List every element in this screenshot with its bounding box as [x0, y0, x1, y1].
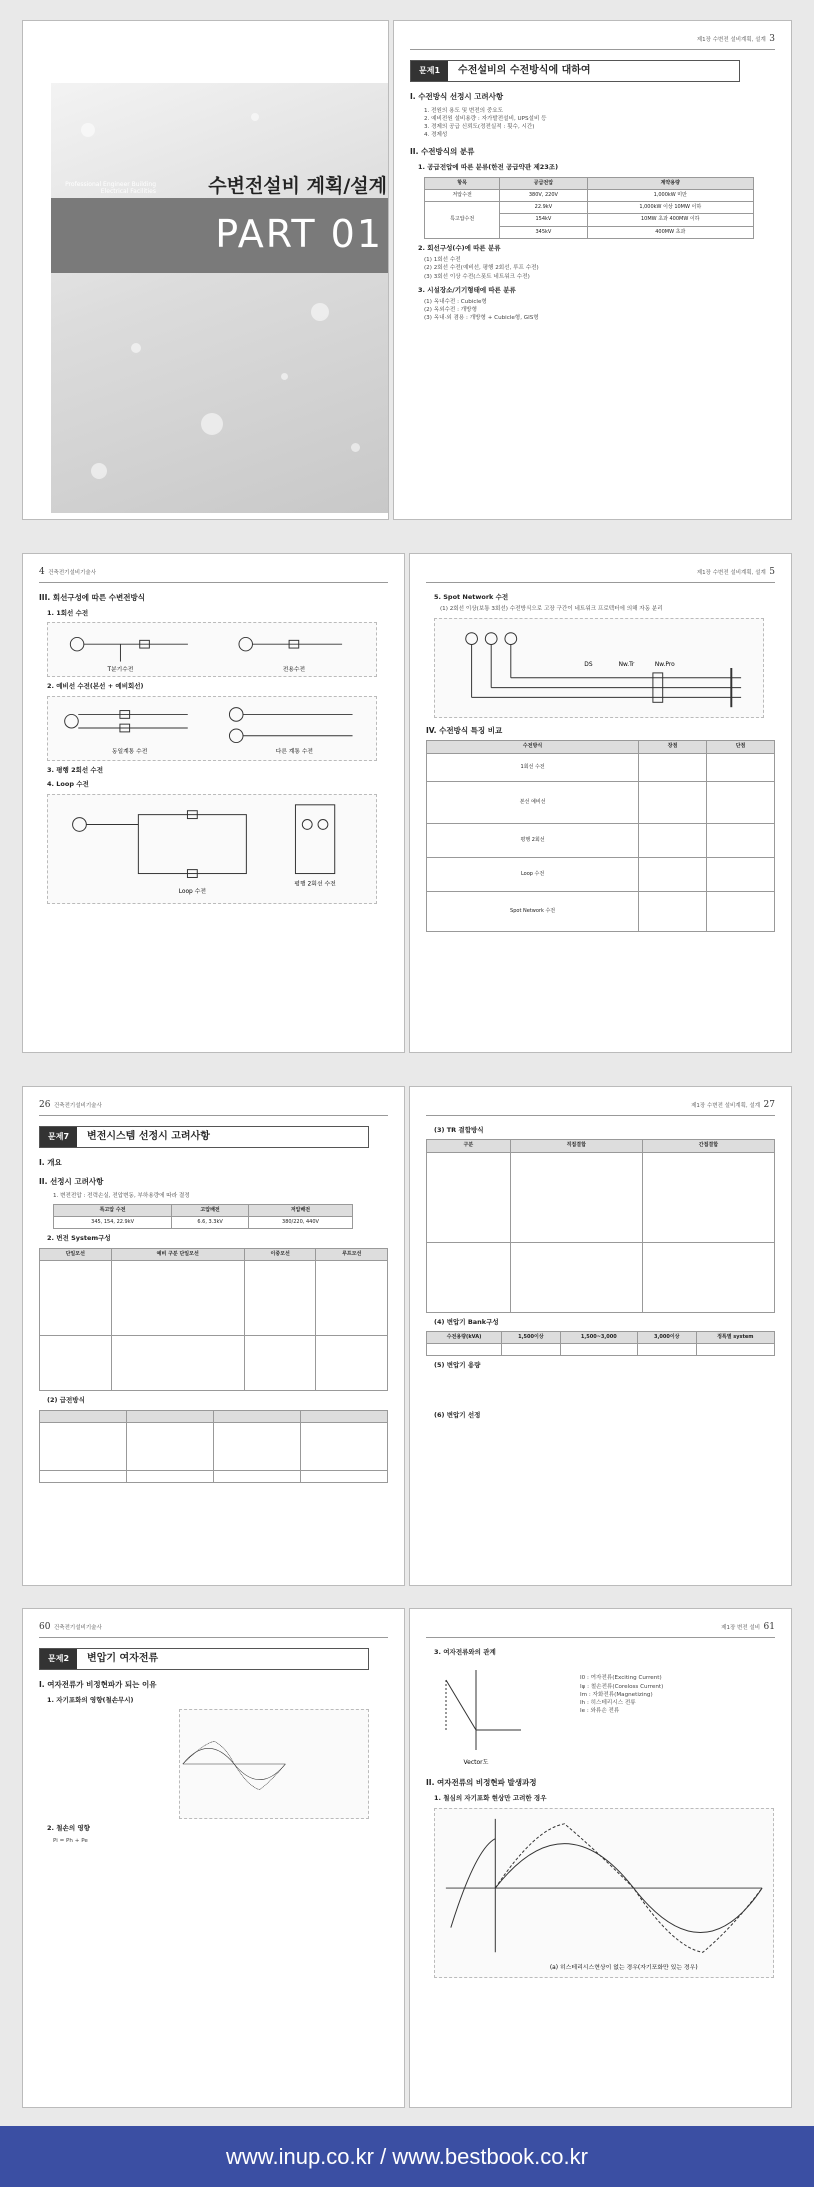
legend-item: Ie : 와류손 전류: [580, 1707, 620, 1714]
page-number: 3: [769, 34, 775, 44]
table-cell: 400MW 초과: [587, 226, 753, 238]
feed-table: [39, 1410, 388, 1483]
table-header: 3,000이상: [637, 1332, 696, 1344]
section-heading: I. 수전방식 선정시 고려사항: [410, 92, 504, 102]
subsection-heading: 1. 1회선 수전: [47, 608, 89, 617]
table-header: 정특별 system: [696, 1332, 774, 1344]
table-header: 수전방식: [427, 741, 639, 753]
subsection-heading: 3. 평행 2회선 수전: [47, 765, 103, 774]
running-header: 건축전기설비기술사: [53, 1625, 102, 1631]
subsection-heading: 3. 시설장소/기기형태에 따른 분류: [418, 285, 516, 294]
table-header: 고압배전: [172, 1204, 249, 1216]
subsection-heading: (2) 급전방식: [47, 1396, 85, 1405]
section-heading: III. 회선구성에 따른 수변전방식: [39, 593, 145, 603]
table-header: 1,500이상: [502, 1332, 561, 1344]
problem-tag: 문제7: [40, 1127, 77, 1147]
voltage-table: [53, 1204, 353, 1230]
table-header: 수전용량(kVA): [427, 1332, 502, 1344]
caption: 다른 계통 수전: [275, 748, 314, 755]
page-number: 5: [769, 567, 775, 577]
table-cell: 10MW 초과 400MW 이하: [587, 214, 753, 226]
label-nwtr: Nw.Tr: [618, 661, 635, 668]
problem-tag: 문제2: [40, 1649, 77, 1669]
table-cell: Loop 수전: [427, 857, 639, 891]
label-nwpro: Nw.Pro: [654, 661, 675, 668]
legend-item: I0 : 여자전류(Exciting Current): [580, 1675, 662, 1682]
page-number: 27: [763, 1100, 775, 1110]
subsection-heading: (5) 변압기 용량: [434, 1361, 481, 1370]
subsection-heading: 2. 예비선 수전(본선 + 예비회선): [47, 682, 144, 691]
page-number: 61: [763, 1622, 775, 1632]
comparison-table: [426, 740, 775, 931]
subsection-heading: (4) 변압기 Bank구성: [434, 1317, 499, 1326]
caption: 동일계통 수전: [111, 748, 148, 755]
table-cell: 6.6, 3.3kV: [172, 1217, 249, 1229]
list-item: (2) 2회선 수전(예비선, 평행 2회선, 루프 수전): [424, 265, 539, 272]
list-item: 2. 예비전원 설비용량 : 자가발전설비, UPS설비 등: [424, 116, 547, 123]
table-header: 공급전압: [500, 177, 587, 189]
page-27: [409, 1086, 792, 1586]
table-header: 단일모선: [40, 1248, 112, 1260]
table-cell: 평행 2회선: [427, 823, 639, 857]
running-header: 건축전기설비기술사: [48, 570, 97, 576]
subsection-heading: 3. 여자전류와의 관계: [434, 1648, 496, 1657]
cover-title: 수변전설비 계획/설계: [208, 175, 387, 197]
page-4: [22, 553, 405, 1053]
cover-part: PART 01: [215, 212, 383, 256]
subsection-heading: 2. 회선구성(수)에 따른 분류: [418, 243, 501, 252]
table-header: 특고압 수전: [54, 1204, 172, 1216]
waveform-diagram: [179, 1709, 369, 1819]
caption: T분기수전: [107, 667, 134, 674]
footer-banner: [0, 2126, 814, 2187]
legend-item: Iφ : 철손전류(Coreloss Current): [580, 1683, 664, 1690]
list-item: 4. 경제성: [424, 132, 448, 139]
page-3: [393, 20, 792, 520]
page-26: [22, 1086, 405, 1586]
table-cell: 380/220, 440V: [248, 1217, 352, 1229]
list-item: (3) 3회선 이상 수전(스폿트 네트워크 수전): [424, 273, 530, 280]
spot-network-diagram: [434, 618, 764, 718]
spread-4: [22, 1608, 792, 2108]
running-header: 제1장 수변전 설비계획, 설계: [691, 1103, 761, 1109]
subsection-heading: 4. Loop 수전: [47, 780, 89, 789]
page-number: 26: [39, 1100, 51, 1110]
table-cell: 1회선 수전: [427, 753, 639, 781]
subsection-heading: 1. 철심의 자기포화 현상만 고려한 경우: [434, 1794, 547, 1803]
saturation-curve-diagram: [434, 1808, 774, 1978]
vector-caption: Vector도: [463, 1759, 489, 1767]
section-heading: II. 여자전류의 비정현파 발생과정: [426, 1778, 537, 1788]
table-header: 루프모선: [316, 1248, 388, 1260]
figure-caption: (a) 히스테리시스현상이 없는 경우(자기포화만 있는 경우): [549, 1964, 698, 1971]
section-heading: II. 수전방식의 분류: [410, 147, 475, 157]
table-header: 저압배전: [248, 1204, 352, 1216]
table-header: 예비 구분 단일모선: [111, 1248, 244, 1260]
spread-1: [22, 20, 792, 520]
page-5: [409, 553, 792, 1053]
problem-box: [410, 60, 740, 82]
table-cell: 저압수전: [425, 189, 500, 201]
section-heading: I. 개요: [39, 1158, 62, 1168]
problem-box: [39, 1648, 369, 1670]
list-item: 1. 전원의 용도 및 변전의 중요도: [424, 107, 504, 114]
paragraph: (1) 2회선 이상(보통 3회선) 수전방식으로 고장 구간이 네트워크 프로텍터에 의해 자동 분리: [440, 606, 663, 613]
table-header: 장점: [639, 741, 707, 753]
spread-3: [22, 1086, 792, 1586]
section-heading: IV. 수전방식 특징 비교: [426, 725, 503, 735]
subsection-heading: 1. 공급전압에 따른 분류(한전 공급약관 제23조): [418, 163, 559, 172]
list-item: (1) 1회선 수전: [424, 257, 461, 264]
table-header: 구분: [427, 1140, 511, 1152]
table-cell: 본선 예비선: [427, 781, 639, 823]
page-number: 4: [39, 567, 45, 577]
running-header: 건축전기설비기술사: [53, 1103, 102, 1109]
list-item: 3. 경제의 공급 신뢰도(정전실적 : 횟수, 시간): [424, 124, 535, 131]
problem-tag: 문제1: [411, 61, 448, 81]
subsection-heading: 5. Spot Network 수전: [434, 593, 509, 602]
coupling-table: [426, 1139, 775, 1312]
legend-item: Ih : 히스테리시스 전류: [580, 1699, 636, 1706]
running-header: 제1장 변전 설비: [721, 1625, 761, 1631]
legend-item: Im : 자화전류(Magnetizing): [580, 1691, 653, 1698]
running-header: 제1장 수변전 설비계획, 설계: [696, 570, 766, 576]
table-cell: Spot Network 수전: [427, 891, 639, 931]
subsection-heading: (3) TR 결합방식: [434, 1126, 484, 1135]
table-header: 단점: [707, 741, 775, 753]
subsection-heading: (6) 변압기 선정: [434, 1410, 481, 1419]
table-cell: 1,000kW 이상 10MW 이하: [587, 202, 753, 214]
single-line-diagram: [47, 622, 377, 677]
subsection-heading: 1. 자기포화의 영향(철손무시): [47, 1695, 134, 1704]
cover-page: [22, 20, 389, 520]
table-header: 직접결합: [510, 1140, 642, 1152]
table-cell: 154kV: [500, 214, 587, 226]
problem-title: 변압기 여자전류: [87, 1652, 159, 1664]
paragraph: 1. 변전전압 : 전력손실, 전압변동, 부하용량에 따라 결정: [53, 1192, 190, 1199]
loop-diagram: [47, 794, 377, 904]
table-cell: 345kV: [500, 226, 587, 238]
cover-art: [51, 83, 389, 513]
table-header: 간접결합: [642, 1140, 774, 1152]
spread-2: [22, 553, 792, 1053]
table-header: 이중모선: [244, 1248, 316, 1260]
list-item: (1) 옥내수전 : Cubicle형: [424, 299, 487, 306]
table-cell: 특고압수전: [425, 202, 500, 239]
running-header: 제1장 수변전 설비계획, 설계: [696, 37, 766, 43]
page-61: [409, 1608, 792, 2108]
bus-type-table: [39, 1248, 388, 1391]
bank-table: [426, 1331, 775, 1356]
caption: 평행 2회선 수전: [294, 880, 336, 887]
voltage-table: [424, 177, 754, 239]
table-cell: 345, 154, 22.9kV: [54, 1217, 172, 1229]
page-60: [22, 1608, 405, 2108]
list-item: (3) 옥내·외 겸용 : 개방형 + Cubicle형, GIS형: [424, 315, 539, 322]
problem-title: 변전시스템 선정시 고려사항: [87, 1130, 210, 1142]
table-cell: 22.9kV: [500, 202, 587, 214]
problem-title: 수전설비의 수전방식에 대하여: [458, 64, 591, 76]
subsection-heading: 2. 철손의 영향: [47, 1824, 90, 1833]
table-header: 항목: [425, 177, 500, 189]
page-number: 60: [39, 1622, 51, 1632]
caption: 전용수전: [282, 667, 306, 674]
table-header: 1,500~3,000: [560, 1332, 637, 1344]
problem-box: [39, 1126, 369, 1148]
backup-line-diagram: [47, 696, 377, 761]
label-ds: DS: [584, 661, 593, 668]
table-cell: 380V, 220V: [500, 189, 587, 201]
section-heading: I. 여자전류가 비정현파가 되는 이유: [39, 1680, 157, 1690]
list-item: (2) 옥외수전 : 개방형: [424, 307, 477, 314]
vector-diagram: [426, 1660, 546, 1770]
table-cell: 1,000kW 미만: [587, 189, 753, 201]
footer-url[interactable]: www.inup.co.kr / www.bestbook.co.kr: [226, 2143, 588, 2169]
caption: Loop 수전: [178, 888, 207, 895]
section-heading: II. 선정시 고려사항: [39, 1176, 104, 1186]
table-header: 계약용량: [587, 177, 753, 189]
subsection-heading: 2. 변전 System구성: [47, 1234, 111, 1243]
cover-subtitle: Professional Engineer Building Electrical Facilities: [65, 181, 156, 196]
formula: Pi = Ph + Pe: [53, 1837, 88, 1844]
